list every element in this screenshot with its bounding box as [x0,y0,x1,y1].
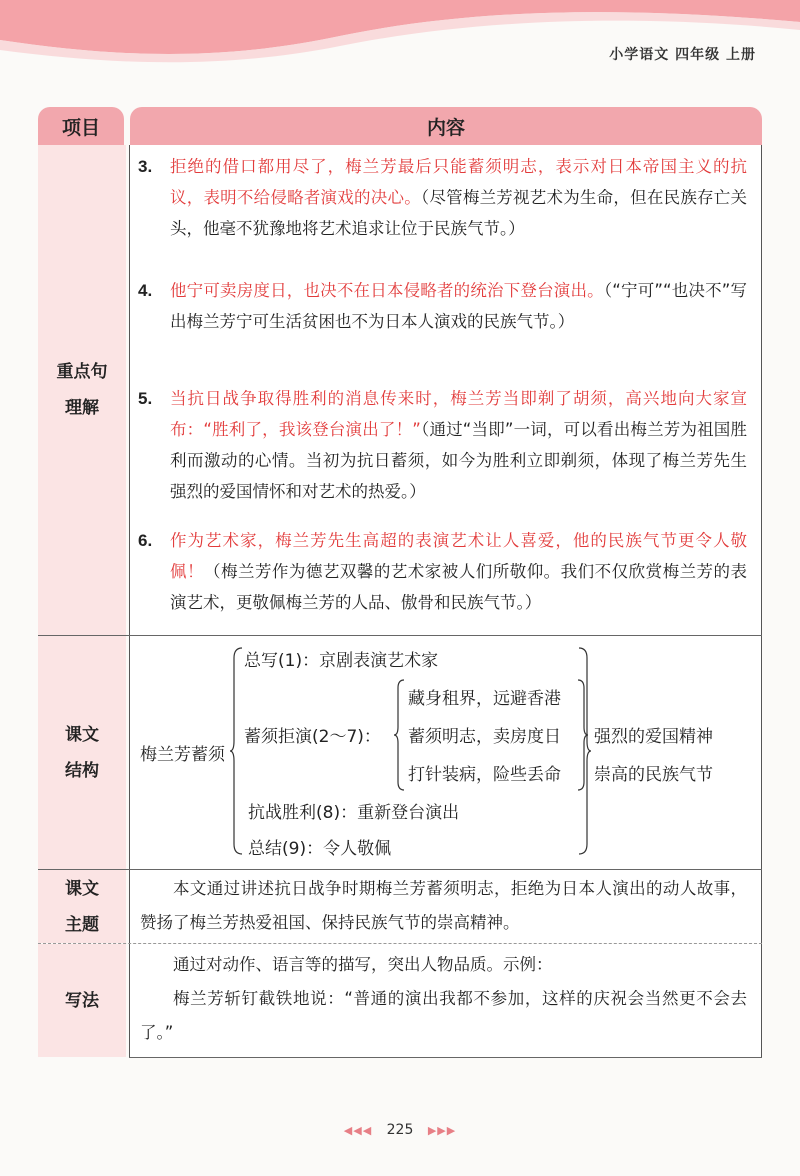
sentence-item: 3. 拒绝的借口都用尽了，梅兰芳最后只能蓄须明志，表示对日本帝国主义的抗议，表明不给侵略者演戏的决心。（尽管梅兰芳视艺术为生命，但在民族存亡关头，他毫不犹豫地将艺术追求让位于民族气节。） [138,157,748,238]
structure-part1: 总写(1)：京剧表演艺术家 [244,651,439,671]
row-label: 写法 [38,944,126,1057]
writing-example: 梅兰芳斩钉截铁地说：“普通的演出我都不参加，这样的庆祝会当然更不会去了。” [140,989,747,1042]
structure-part4: 总结(9)：令人敬佩 [248,839,392,859]
brace-right [577,646,591,856]
page-number: 225 [386,1122,414,1138]
structure-sub-item: 打针装病，险些丢命 [408,765,561,785]
row-content [129,636,762,869]
column-header-content: 内容 [130,107,762,145]
structure-part2: 蓄须拒演(2～7)： [244,727,381,747]
page-footer [0,1122,800,1138]
column-header-item: 项目 [38,107,124,145]
book-header: 小学语文 四年级 上册 [609,47,756,63]
structure-root: 梅兰芳蓄须 [140,745,225,765]
row-label: 重点句 理解 [38,145,126,635]
footer-left-arrows: ◀◀◀ [343,1124,373,1137]
row-key-sentences [38,145,762,635]
row-theme [38,870,762,943]
row-content [129,870,762,943]
structure-part3: 抗战胜利(8)：重新登台演出 [248,803,460,823]
sentence-item: 5. 当抗日战争取得胜利的消息传来时，梅兰芳当即剃了胡须，高兴地向大家宣布：“胜利了，我该登台演出了！”（通过“当即”一词，可以看出梅兰芳为祖国胜利而激动的心情。当初为抗日蓄须，如今为胜利立即剃须，体现了梅兰芳先生强烈的爱国情怀和对艺术的热爱。） [138,389,747,501]
structure-spirit: 强烈的爱国精神 [594,727,713,747]
row-content [129,145,762,635]
sentence-item: 4. 他宁可卖房度日，也决不在日本侵略者的统治下登台演出。（“宁可”“也决不”写出梅兰芳宁可生活贫困也不为日本人演戏的民族气节。） [138,281,748,331]
footer-right-arrows: ▶▶▶ [427,1124,457,1137]
structure-sub-item: 蓄须明志，卖房度日 [408,727,561,747]
brace-sub [394,678,406,792]
row-structure [38,636,762,869]
theme-text: 本文通过讲述抗日战争时期梅兰芳蓄须明志，拒绝为日本人演出的动人故事，赞扬了梅兰芳热爱祖国、保持民族气节的崇高精神。 [140,879,747,932]
row-label: 课文 结构 [38,636,126,869]
row-writing [38,944,762,1057]
structure-spirit: 崇高的民族气节 [594,765,713,785]
sentence-item: 6. 作为艺术家，梅兰芳先生高超的表演艺术让人喜爱，他的民族气节更令人敬佩！（梅兰芳作为德艺双馨的艺术家被人们所敬仰。我们不仅欣赏梅兰芳的表演艺术，更敬佩梅兰芳的人品、傲骨和民族气节。） [138,531,748,612]
study-table [38,107,762,1057]
row-label: 课文 主题 [38,870,126,943]
row-content [129,944,762,1057]
structure-sub-item: 藏身租界，远避香港 [408,689,561,709]
writing-intro: 通过对动作、语言等的描写，突出人物品质。示例： [173,955,553,974]
brace-left [230,646,244,856]
